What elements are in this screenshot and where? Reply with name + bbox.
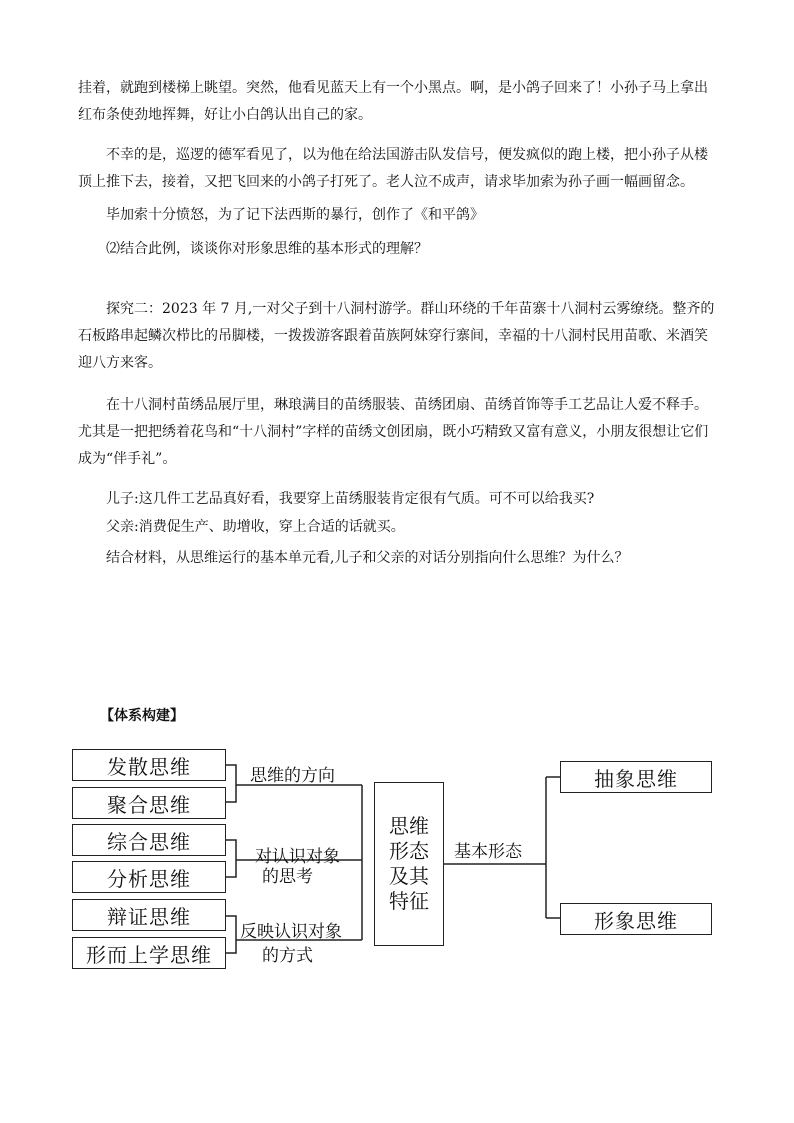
inquiry2-question: 结合材料，从思维运行的基本单元看,儿子和父亲的对话分别指向什么思维？为什么？ xyxy=(106,550,629,566)
basic-forms-label: 基本形态 xyxy=(454,842,522,862)
imagery-thinking-box: 形象思维 xyxy=(560,903,712,935)
synthetic-thinking-box: 综合思维 xyxy=(72,824,226,856)
framework-title: 【体系构建】 xyxy=(100,708,184,724)
direction-label: 思维的方向 xyxy=(250,766,335,786)
object-thinking-label-2: 的思考 xyxy=(262,867,313,887)
story-paragraph-1: 挂着，就跑到楼梯上眺望。突然，他看见蓝天上有一个小黑点。啊，是小鸽子回来了！小孙子马上拿出红布条使劲地挥舞，好让小白鸽认出自己的家。 xyxy=(78,80,708,123)
father-dialogue: 父亲:消费促生产、助增收，穿上合适的话就买。 xyxy=(106,519,405,535)
analytic-thinking-box: 分析思维 xyxy=(72,861,226,893)
abstract-thinking-box: 抽象思维 xyxy=(560,761,712,793)
thinking-forms-center-box xyxy=(374,782,444,946)
inquiry2-paragraph-2: 在十八洞村苗绣品展厅里，琳琅满目的苗绣服装、苗绣团扇、苗绣首饰等手工艺品让人爱不释手。尤其是一把把绣着花鸟和“十八洞村”字样的苗绣文创团扇，既小巧精致又富有意义，小朋友很想让它们成为“伴手礼”。 xyxy=(78,397,709,467)
convergent-thinking-box: 聚合思维 xyxy=(72,787,226,819)
question-2: ⑵结合此例，谈谈你对形象思维的基本形式的理解？ xyxy=(106,241,428,257)
center-box-text: 思维形态及其特征 xyxy=(389,814,429,913)
dialectical-thinking-box: 辩证思维 xyxy=(72,899,226,931)
metaphysical-thinking-box: 形而上学思维 xyxy=(72,937,226,969)
son-dialogue: 儿子:这几件工艺品真好看，我要穿上苗绣服装肯定很有气质。可不可以给我买? xyxy=(106,491,595,507)
object-thinking-label-1: 对认识对象 xyxy=(255,847,340,867)
reflect-object-label-1: 反映认识对象 xyxy=(240,922,342,942)
divergent-thinking-box: 发散思维 xyxy=(72,749,226,781)
story-paragraph-3: 毕加索十分愤怒，为了记下法西斯的暴行，创作了《和平鸽》 xyxy=(106,207,484,223)
story-paragraph-2: 不幸的是，巡逻的德军看见了，以为他在给法国游击队发信号，便发疯似的跑上楼，把小孙子从楼顶上推下去，接着，又把飞回来的小鸽子打死了。老人泣不成声，请求毕加索为孙子画一幅画留念。 xyxy=(78,147,708,190)
reflect-object-label-2: 的方式 xyxy=(262,946,313,966)
inquiry2-paragraph-1: 探究二：2023 年 7 月,一对父子到十八洞村游学。群山环绕的千年苗寨十八洞村云雾缭绕。整齐的石板路串起鳞次栉比的吊脚楼，一拨拨游客跟着苗族阿妹穿行寨间，幸福的十八洞村民用苗歌、米酒笑迎八方来客。 xyxy=(78,301,715,371)
